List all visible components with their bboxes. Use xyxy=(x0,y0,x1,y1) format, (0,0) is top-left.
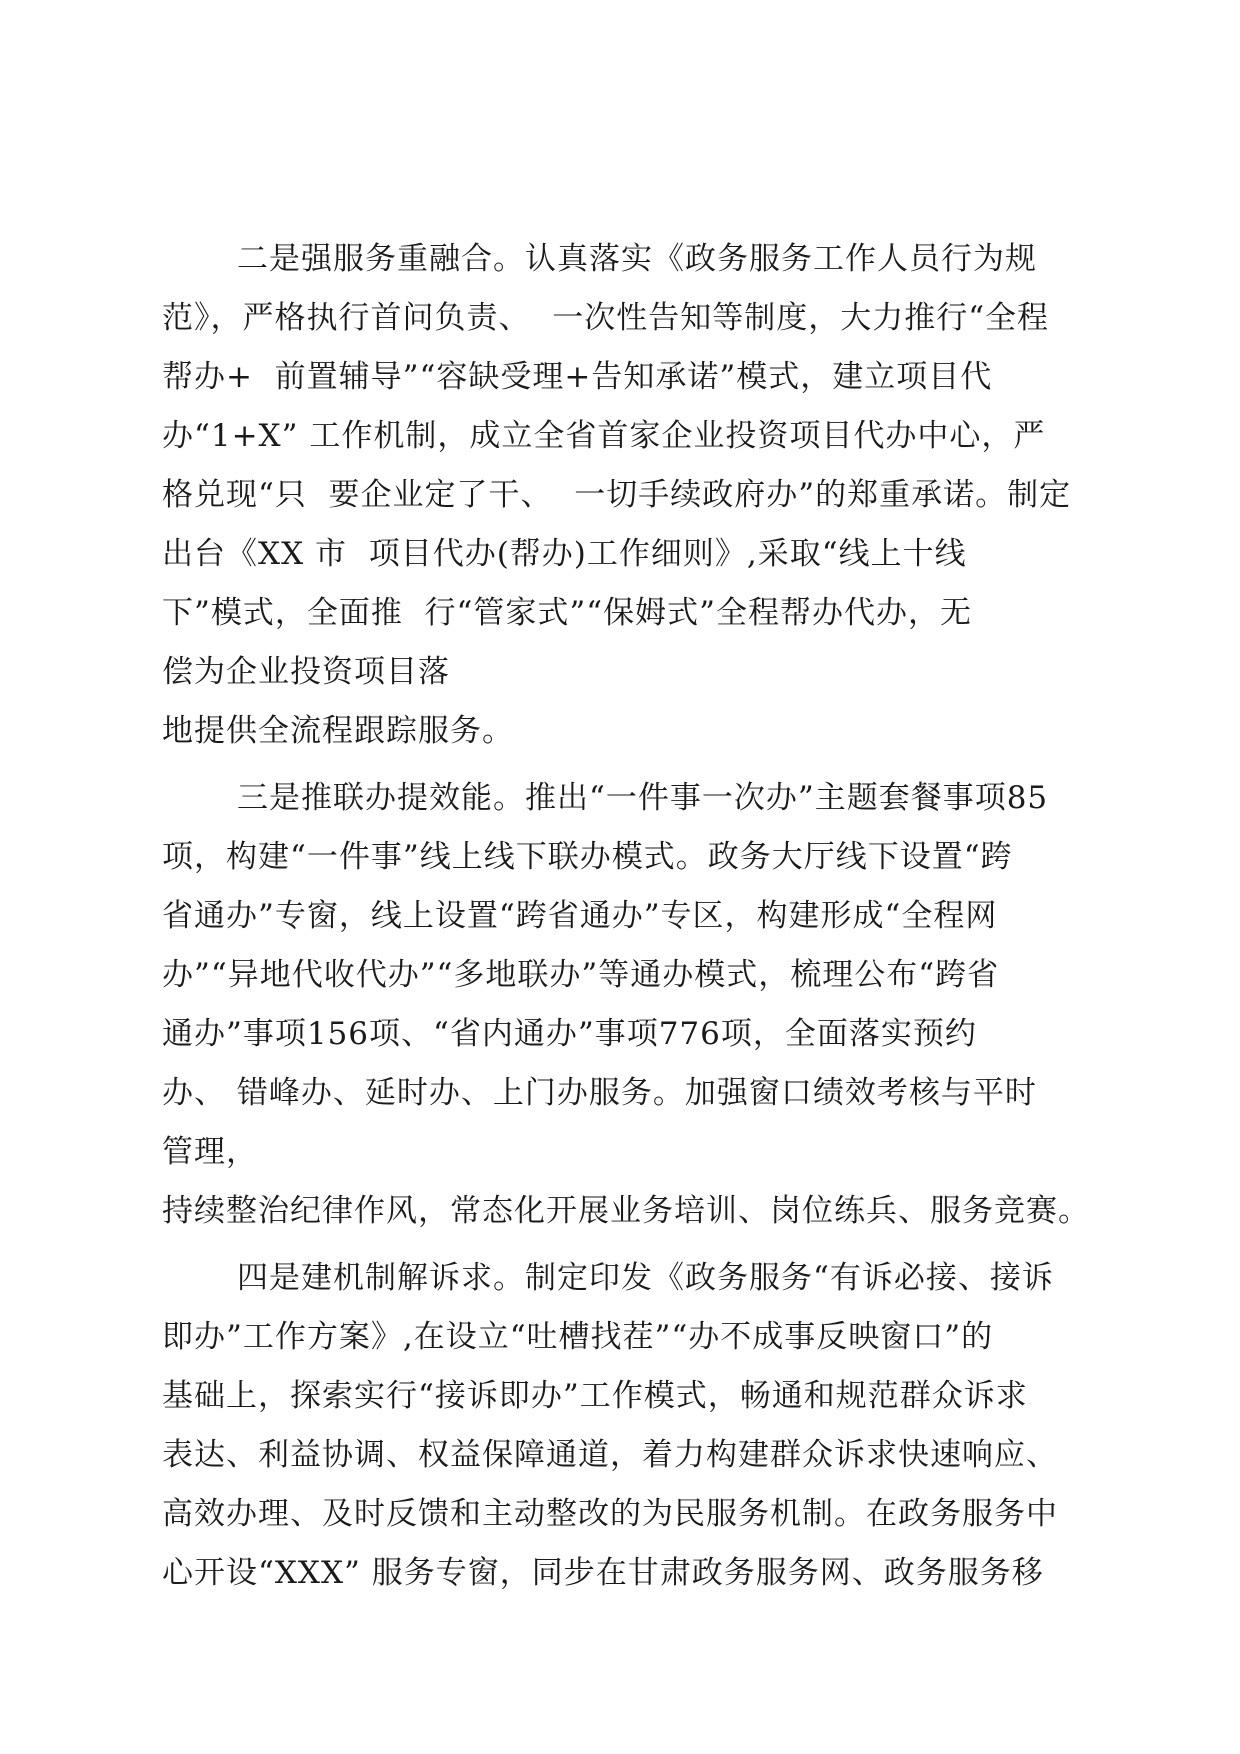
paragraph-line: 下”模式，全面推 行“管家式”“保姆式”全程帮办代办，无 xyxy=(162,595,972,631)
paragraph-line: 范》，严格执行首问负责、 一次性告知等制度，大力推行“全程 xyxy=(162,300,1050,336)
paragraph-line: 出台《XX 市 项目代办(帮办)工作细则》,采取“线上十线 xyxy=(162,536,967,572)
paragraph-line: 基础上，探索实行“接诉即办”工作模式，畅通和规范群众诉求 xyxy=(162,1378,1028,1414)
paragraph-line: 办”“异地代收代办”“多地联办”等通办模式，梳理公布“跨省 xyxy=(162,957,1000,993)
paragraph-2 xyxy=(162,230,1102,761)
paragraph-line: 项，构建“一件事”线上线下联办模式。政务大厅线下设置“跨 xyxy=(162,839,1013,875)
paragraph-line: 格兑现“只 要企业定了干、 一切手续政府办”的郑重承诺。制定 xyxy=(162,477,1072,513)
paragraph-line: 四是建机制解诉求。制定印发《政务服务“有诉必接、接诉 xyxy=(237,1260,1054,1296)
paragraph-line: 管理， xyxy=(162,1134,258,1170)
paragraph-line: 偿为企业投资项目落 xyxy=(162,654,450,690)
paragraph-line: 二是强服务重融合。认真落实《政务服务工作人员行为规 xyxy=(237,241,1037,277)
paragraph-line: 即办”工作方案》,在设立“吐槽找茬”“办不成事反映窗口”的 xyxy=(162,1319,994,1355)
paragraph-3 xyxy=(162,769,1102,1241)
paragraph-line: 持续整治纪律作风，常态化开展业务培训、岗位练兵、服务竞赛。 xyxy=(162,1193,1090,1229)
paragraph-line: 地提供全流程跟踪服务。 xyxy=(162,713,514,749)
paragraph-line: 三是推联办提效能。推出“一件事一次办”主题套餐事项85 xyxy=(237,780,1049,816)
paragraph-line: 办、 错峰办、延时办、上门办服务。加强窗口绩效考核与平时 xyxy=(162,1075,1037,1111)
document-body xyxy=(162,230,1102,1603)
paragraph-line: 表达、利益协调、权益保障通道，着力构建群众诉求快速响应、 xyxy=(162,1437,1058,1473)
paragraph-line: 心开设“XXX” 服务专窗，同步在甘肃政务服务网、政务服务移 xyxy=(162,1555,1044,1591)
paragraph-line: 通办”事项156项、“省内通办”事项776项，全面落实预约 xyxy=(162,1016,977,1052)
paragraph-line: 省通办”专窗，线上设置“跨省通办”专区，构建形成“全程网 xyxy=(162,898,998,934)
paragraph-line: 办“1+X” 工作机制，成立全省首家企业投资项目代办中心，严 xyxy=(162,418,1046,454)
paragraph-line: 高效办理、及时反馈和主动整改的为民服务机制。在政务服务中 xyxy=(162,1496,1058,1532)
paragraph-4 xyxy=(162,1249,1102,1603)
paragraph-line: 帮办+ 前置辅导”“容缺受理+告知承诺”模式，建立项目代 xyxy=(162,359,993,395)
